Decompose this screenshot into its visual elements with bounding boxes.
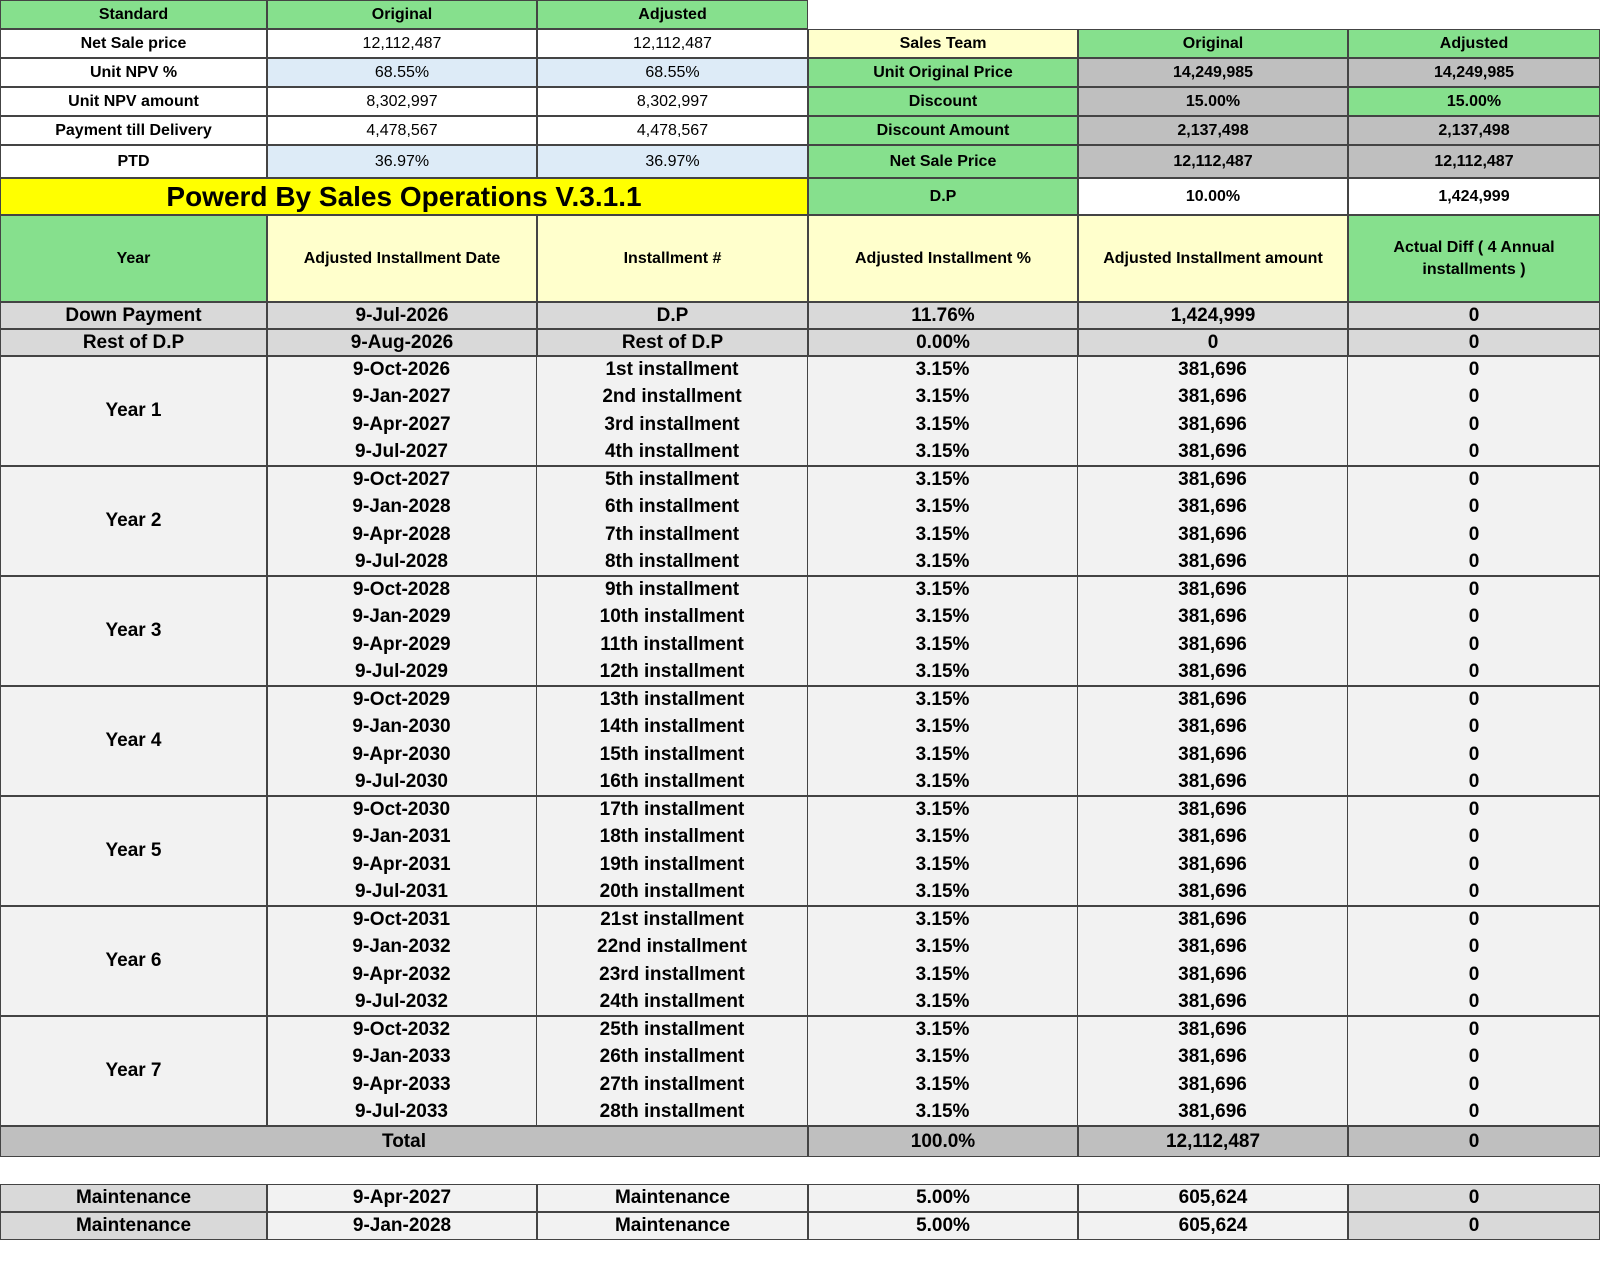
installment-pct: 3.15% — [808, 851, 1078, 879]
installment-diff: 0 — [1468, 1046, 1480, 1068]
installment-diff: 0 — [1468, 798, 1480, 820]
installment-date: 9-Oct-2032 — [267, 1016, 537, 1044]
standard-row-label: Net Sale price — [0, 29, 267, 58]
installment-number: 18th installment — [537, 824, 808, 852]
installment-pct-header: Adjusted Installment % — [808, 215, 1078, 302]
special-row-diff: 0 — [1348, 329, 1600, 356]
installment-diff: 0 — [1468, 441, 1480, 463]
installment-number: 27th installment — [537, 1071, 808, 1099]
installment-date: 9-Jul-2031 — [267, 879, 537, 907]
sales-original-value: 12,112,487 — [1078, 145, 1348, 178]
installment-date: 9-Jul-2033 — [267, 1099, 537, 1127]
sales-original-header: Original — [1078, 29, 1348, 58]
year-group-label: Year 6 — [0, 906, 267, 1016]
installment-pct: 3.15% — [808, 411, 1078, 439]
installment-diff: 0 — [1468, 771, 1480, 793]
special-row-pct: 0.00% — [808, 329, 1078, 356]
special-row-date: 9-Jul-2026 — [267, 302, 537, 329]
installment-diff: 0 — [1468, 1101, 1480, 1123]
installment-number: 7th installment — [537, 521, 808, 549]
installment-amount: 381,696 — [1078, 1044, 1348, 1072]
special-row-diff: 0 — [1348, 302, 1600, 329]
special-row-label: Rest of D.P — [0, 329, 267, 356]
total-pct: 100.0% — [808, 1126, 1078, 1157]
installment-pct: 3.15% — [808, 549, 1078, 577]
installment-pct: 3.15% — [808, 521, 1078, 549]
standard-adjusted-value[interactable]: 4,478,567 — [537, 116, 808, 145]
maintenance-diff: 0 — [1348, 1212, 1600, 1240]
installment-pct: 3.15% — [808, 961, 1078, 989]
installment-amount: 381,696 — [1078, 521, 1348, 549]
maintenance-amount: 605,624 — [1078, 1184, 1348, 1212]
special-row-number: D.P — [537, 302, 808, 329]
installment-amount: 381,696 — [1078, 411, 1348, 439]
year-group-label: Year 1 — [0, 356, 267, 466]
installment-pct: 3.15% — [808, 796, 1078, 824]
sales-row-label: D.P — [808, 178, 1078, 215]
maintenance-pct: 5.00% — [808, 1212, 1078, 1240]
installment-number: 17th installment — [537, 796, 808, 824]
installment-number: 25th installment — [537, 1016, 808, 1044]
installment-pct: 3.15% — [808, 824, 1078, 852]
installment-diff: 0 — [1468, 1018, 1480, 1040]
installment-amount: 381,696 — [1078, 741, 1348, 769]
installment-pct: 3.15% — [808, 356, 1078, 384]
installment-number: 26th installment — [537, 1044, 808, 1072]
sales-row-label: Unit Original Price — [808, 58, 1078, 87]
installment-amount: 381,696 — [1078, 604, 1348, 632]
installment-amount: 381,696 — [1078, 989, 1348, 1017]
special-row-number: Rest of D.P — [537, 329, 808, 356]
installment-pct: 3.15% — [808, 1071, 1078, 1099]
year-header: Year — [0, 215, 267, 302]
installment-date: 9-Jul-2029 — [267, 659, 537, 687]
sales-original-value: 14,249,985 — [1078, 58, 1348, 87]
standard-original-value[interactable]: 36.97% — [267, 145, 537, 178]
installment-amount: 381,696 — [1078, 686, 1348, 714]
installment-date: 9-Jan-2027 — [267, 384, 537, 412]
installment-date: 9-Jan-2029 — [267, 604, 537, 632]
actual-diff-header: Actual Diff ( 4 Annual installments ) — [1348, 215, 1600, 302]
installment-date: 9-Oct-2026 — [267, 356, 537, 384]
installment-date: 9-Oct-2030 — [267, 796, 537, 824]
installment-date: 9-Apr-2032 — [267, 961, 537, 989]
installment-pct: 3.15% — [808, 439, 1078, 467]
installment-pct: 3.15% — [808, 604, 1078, 632]
installment-number: 6th installment — [537, 494, 808, 522]
installment-number: 12th installment — [537, 659, 808, 687]
installment-amount: 381,696 — [1078, 769, 1348, 797]
standard-original-value[interactable]: 68.55% — [267, 58, 537, 87]
installment-number: 2nd installment — [537, 384, 808, 412]
total-amount: 12,112,487 — [1078, 1126, 1348, 1157]
standard-adjusted-header: Adjusted — [537, 0, 808, 29]
installment-date: 9-Jul-2027 — [267, 439, 537, 467]
installment-date: 9-Oct-2027 — [267, 466, 537, 494]
installment-diff: 0 — [1468, 551, 1480, 573]
installment-pct: 3.15% — [808, 576, 1078, 604]
sales-row-label: Discount — [808, 87, 1078, 116]
installment-date: 9-Jan-2030 — [267, 714, 537, 742]
maintenance-number: Maintenance — [537, 1212, 808, 1240]
year-group-label: Year 2 — [0, 466, 267, 576]
installment-date: 9-Jan-2031 — [267, 824, 537, 852]
installment-number: 21st installment — [537, 906, 808, 934]
installment-pct: 3.15% — [808, 631, 1078, 659]
installment-diff: 0 — [1468, 743, 1480, 765]
installment-amount-header: Adjusted Installment amount — [1078, 215, 1348, 302]
installment-diff: 0 — [1468, 908, 1480, 930]
maintenance-amount: 605,624 — [1078, 1212, 1348, 1240]
installment-pct: 3.15% — [808, 1044, 1078, 1072]
installment-number: 14th installment — [537, 714, 808, 742]
installment-date: 9-Jul-2028 — [267, 549, 537, 577]
installment-date: 9-Apr-2030 — [267, 741, 537, 769]
installment-amount: 381,696 — [1078, 906, 1348, 934]
installment-amount: 381,696 — [1078, 466, 1348, 494]
maintenance-label: Maintenance — [0, 1184, 267, 1212]
installment-number: 10th installment — [537, 604, 808, 632]
maintenance-diff: 0 — [1348, 1184, 1600, 1212]
sales-adjusted-value: 2,137,498 — [1348, 116, 1600, 145]
installment-amount: 381,696 — [1078, 824, 1348, 852]
installment-pct: 3.15% — [808, 1099, 1078, 1127]
installment-number: 24th installment — [537, 989, 808, 1017]
installment-diff: 0 — [1468, 661, 1480, 683]
installment-number: 19th installment — [537, 851, 808, 879]
installment-amount: 381,696 — [1078, 494, 1348, 522]
installment-number: 8th installment — [537, 549, 808, 577]
installment-diff: 0 — [1468, 496, 1480, 518]
total-diff: 0 — [1348, 1126, 1600, 1157]
sales-original-value: 15.00% — [1078, 87, 1348, 116]
installment-diff: 0 — [1468, 633, 1480, 655]
installment-amount: 381,696 — [1078, 851, 1348, 879]
installment-diff: 0 — [1468, 936, 1480, 958]
installment-amount: 381,696 — [1078, 576, 1348, 604]
sales-team-header: Sales Team — [808, 29, 1078, 58]
installment-amount: 381,696 — [1078, 714, 1348, 742]
sales-adjusted-value: 1,424,999 — [1348, 178, 1600, 215]
sales-row-label: Discount Amount — [808, 116, 1078, 145]
installment-diff: 0 — [1468, 468, 1480, 490]
standard-adjusted-value[interactable]: 68.55% — [537, 58, 808, 87]
installment-pct: 3.15% — [808, 934, 1078, 962]
installment-number: 15th installment — [537, 741, 808, 769]
standard-row-label: Unit NPV % — [0, 58, 267, 87]
installment-pct: 3.15% — [808, 989, 1078, 1017]
installment-pct: 3.15% — [808, 906, 1078, 934]
installment-date: 9-Jan-2028 — [267, 494, 537, 522]
year-group-label: Year 5 — [0, 796, 267, 906]
installment-date: 9-Oct-2029 — [267, 686, 537, 714]
installment-diff: 0 — [1468, 386, 1480, 408]
installment-diff: 0 — [1468, 413, 1480, 435]
installment-number: 4th installment — [537, 439, 808, 467]
maintenance-number: Maintenance — [537, 1184, 808, 1212]
installment-diff: 0 — [1468, 991, 1480, 1013]
installment-diff: 0 — [1468, 358, 1480, 380]
installment-diff: 0 — [1468, 523, 1480, 545]
installment-amount: 381,696 — [1078, 796, 1348, 824]
special-row-date: 9-Aug-2026 — [267, 329, 537, 356]
date-header: Adjusted Installment Date — [267, 215, 537, 302]
installment-pct: 3.15% — [808, 879, 1078, 907]
installment-number-header: Installment # — [537, 215, 808, 302]
installment-amount: 381,696 — [1078, 659, 1348, 687]
sales-adjusted-value: 14,249,985 — [1348, 58, 1600, 87]
sales-adjusted-value[interactable]: 15.00% — [1348, 87, 1600, 116]
sales-original-value: 2,137,498 — [1078, 116, 1348, 145]
installment-amount: 381,696 — [1078, 356, 1348, 384]
installment-date: 9-Jul-2030 — [267, 769, 537, 797]
installment-amount: 381,696 — [1078, 961, 1348, 989]
sales-row-label: Net Sale Price — [808, 145, 1078, 178]
installment-number: 1st installment — [537, 356, 808, 384]
installment-number: 20th installment — [537, 879, 808, 907]
year-group-label: Year 3 — [0, 576, 267, 686]
standard-row-label: Payment till Delivery — [0, 116, 267, 145]
installment-number: 3rd installment — [537, 411, 808, 439]
special-row-pct: 11.76% — [808, 302, 1078, 329]
installment-pct: 3.15% — [808, 384, 1078, 412]
total-label: Total — [0, 1126, 808, 1157]
installment-diff: 0 — [1468, 881, 1480, 903]
installment-amount: 381,696 — [1078, 879, 1348, 907]
installment-date: 9-Apr-2033 — [267, 1071, 537, 1099]
installment-diff: 0 — [1468, 826, 1480, 848]
installment-pct: 3.15% — [808, 659, 1078, 687]
installment-amount: 381,696 — [1078, 1071, 1348, 1099]
installment-date: 9-Jul-2032 — [267, 989, 537, 1017]
installment-amount: 381,696 — [1078, 439, 1348, 467]
sales-original-value: 10.00% — [1078, 178, 1348, 215]
standard-row-label: PTD — [0, 145, 267, 178]
standard-row-label: Unit NPV amount — [0, 87, 267, 116]
standard-original-value[interactable]: 12,112,487 — [267, 29, 537, 58]
installment-amount: 381,696 — [1078, 384, 1348, 412]
installment-number: 16th installment — [537, 769, 808, 797]
installment-pct: 3.15% — [808, 466, 1078, 494]
installment-amount: 381,696 — [1078, 549, 1348, 577]
sales-adjusted-header: Adjusted — [1348, 29, 1600, 58]
installment-number: 22nd installment — [537, 934, 808, 962]
special-row-amount: 0 — [1078, 329, 1348, 356]
installment-date: 9-Apr-2027 — [267, 411, 537, 439]
installment-pct: 3.15% — [808, 494, 1078, 522]
installment-date: 9-Oct-2031 — [267, 906, 537, 934]
installment-diff: 0 — [1468, 688, 1480, 710]
installment-pct: 3.15% — [808, 741, 1078, 769]
installment-amount: 381,696 — [1078, 1016, 1348, 1044]
installment-amount: 381,696 — [1078, 631, 1348, 659]
installment-diff: 0 — [1468, 1073, 1480, 1095]
installment-number: 28th installment — [537, 1099, 808, 1127]
powered-by-banner: Powerd By Sales Operations V.3.1.1 — [0, 178, 808, 215]
standard-adjusted-value[interactable]: 8,302,997 — [537, 87, 808, 116]
installment-pct: 3.15% — [808, 714, 1078, 742]
installment-date: 9-Apr-2029 — [267, 631, 537, 659]
installment-number: 9th installment — [537, 576, 808, 604]
standard-adjusted-value[interactable]: 12,112,487 — [537, 29, 808, 58]
standard-header: Standard — [0, 0, 267, 29]
year-group-label: Year 7 — [0, 1016, 267, 1126]
installment-number: 5th installment — [537, 466, 808, 494]
installment-pct: 3.15% — [808, 1016, 1078, 1044]
installment-date: 9-Oct-2028 — [267, 576, 537, 604]
installment-amount: 381,696 — [1078, 934, 1348, 962]
installment-date: 9-Jan-2033 — [267, 1044, 537, 1072]
installment-date: 9-Apr-2031 — [267, 851, 537, 879]
installment-date: 9-Apr-2028 — [267, 521, 537, 549]
installment-diff: 0 — [1468, 963, 1480, 985]
installment-diff: 0 — [1468, 716, 1480, 738]
installment-number: 13th installment — [537, 686, 808, 714]
standard-original-value[interactable]: 4,478,567 — [267, 116, 537, 145]
installment-number: 23rd installment — [537, 961, 808, 989]
special-row-amount: 1,424,999 — [1078, 302, 1348, 329]
maintenance-pct: 5.00% — [808, 1184, 1078, 1212]
year-group-label: Year 4 — [0, 686, 267, 796]
sales-adjusted-value: 12,112,487 — [1348, 145, 1600, 178]
maintenance-label: Maintenance — [0, 1212, 267, 1240]
installment-diff: 0 — [1468, 606, 1480, 628]
installment-diff: 0 — [1468, 578, 1480, 600]
standard-original-header: Original — [267, 0, 537, 29]
installment-pct: 3.15% — [808, 686, 1078, 714]
installment-number: 11th installment — [537, 631, 808, 659]
installment-pct: 3.15% — [808, 769, 1078, 797]
maintenance-date: 9-Apr-2027 — [267, 1184, 537, 1212]
special-row-label: Down Payment — [0, 302, 267, 329]
maintenance-date: 9-Jan-2028 — [267, 1212, 537, 1240]
standard-adjusted-value[interactable]: 36.97% — [537, 145, 808, 178]
standard-original-value[interactable]: 8,302,997 — [267, 87, 537, 116]
installment-amount: 381,696 — [1078, 1099, 1348, 1127]
installment-diff: 0 — [1468, 853, 1480, 875]
installment-date: 9-Jan-2032 — [267, 934, 537, 962]
